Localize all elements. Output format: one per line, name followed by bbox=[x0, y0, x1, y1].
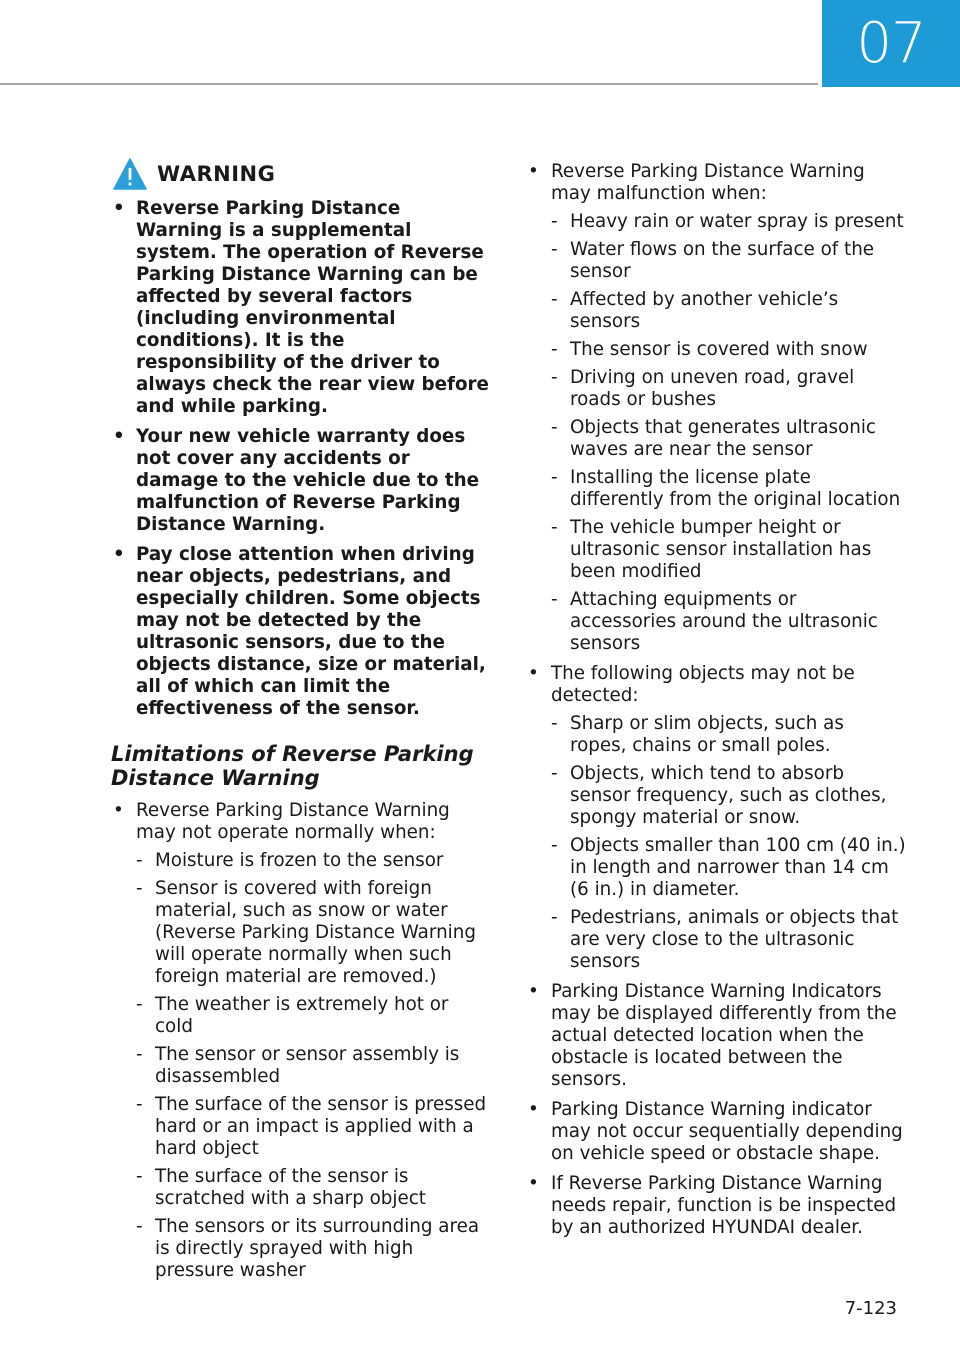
sub-item: - The sensors or its surrounding area is directly sprayed with high pressure washer bbox=[136, 1216, 480, 1281]
list-item: • If Reverse Parking Distance Warning needs repair, function is be inspected by an authorized HYUNDAI dealer. bbox=[528, 1173, 897, 1238]
left-column bbox=[111, 158, 491, 1290]
bullet-icon: • bbox=[528, 161, 539, 182]
sub-item: - The surface of the sensor is scratched with a sharp object bbox=[136, 1166, 426, 1209]
bullet-icon: • bbox=[528, 981, 539, 1002]
warning-item: • Pay close attention when driving near objects, pedestrians, and especially children. Some objects may not be detected by the ultrasonic sensors, due to the objects distance, size or material, all of which can limit the effectiveness of the sensor. bbox=[113, 544, 486, 719]
sub-item: - Installing the license plate differently from the original location bbox=[551, 467, 901, 510]
sub-list bbox=[551, 211, 906, 655]
sub-list bbox=[551, 713, 906, 973]
list-item: • Parking Distance Warning Indicators may be displayed differently from the actual detected location when the obstacle is located between the sensors. bbox=[528, 981, 897, 1090]
sub-item: - Objects smaller than 100 cm (40 in.) in length and narrower than 14 cm (6 in.) in diameter. bbox=[551, 835, 906, 900]
warning-list bbox=[111, 198, 491, 720]
warning-header bbox=[113, 158, 491, 190]
sub-item: - Objects, which tend to absorb sensor frequency, such as clothes, spongy material or snow. bbox=[551, 763, 887, 828]
sub-item: - Affected by another vehicle’s sensors bbox=[551, 289, 839, 332]
chapter-number: 07 bbox=[856, 11, 926, 76]
bullet-icon: • bbox=[528, 1099, 539, 1120]
limitations-list-right bbox=[526, 161, 906, 1239]
sub-item: - Water flows on the surface of the sensor bbox=[551, 239, 875, 282]
bullet-icon: • bbox=[113, 198, 125, 219]
limitations-list-left bbox=[111, 800, 491, 1282]
bullet-icon: • bbox=[113, 544, 125, 565]
sub-item: - The sensor or sensor assembly is disassembled bbox=[136, 1044, 460, 1087]
sub-item: - Moisture is frozen to the sensor bbox=[136, 850, 444, 871]
sub-item: - Sensor is covered with foreign material, such as snow or water (Reverse Parking Distance Warning will operate normally when such foreign material are removed.) bbox=[136, 878, 476, 987]
sub-item: - Attaching equipments or accessories around the ultrasonic sensors bbox=[551, 589, 878, 654]
sub-item: - The weather is extremely hot or cold bbox=[136, 994, 449, 1037]
bullet-icon: • bbox=[528, 1173, 539, 1194]
warning-item: • Your new vehicle warranty does not cover any accidents or damage to the vehicle due to the malfunction of Reverse Parking Distance Warning. bbox=[113, 426, 479, 535]
sub-item: - Pedestrians, animals or objects that are very close to the ultrasonic sensors bbox=[551, 907, 899, 972]
list-item: • Reverse Parking Distance Warning may not operate normally when: - Moisture is frozen to the sensor - Sensor is covered with foreign material, such as snow or water (Reverse Parking Distance Warning will operate normally when such foreign material are removed.) - The weather is extremely hot or cold - The sensor or sensor assembly is disassembled - The surface of the sensor is pressed hard or an impact is applied with a hard object - The surface of the sensor is scratched with a sharp object - The sensors or its surrounding area is directly sprayed with high pressure washer bbox=[111, 800, 491, 1282]
warning-title: WARNING bbox=[157, 162, 276, 186]
sub-list bbox=[136, 850, 491, 1282]
section-title: Limitations of Reverse Parking Distance Warning bbox=[111, 742, 474, 790]
warning-item: • Reverse Parking Distance Warning is a supplemental system. The operation of Reverse Parking Distance Warning can be affected by several factors (including environmental conditions). It is the responsibility of the driver to always check the rear view before and while parking. bbox=[113, 198, 489, 417]
sub-item: - Sharp or slim objects, such as ropes, chains or small poles. bbox=[551, 713, 844, 756]
sub-item: - Objects that generates ultrasonic waves are near the sensor bbox=[551, 417, 876, 460]
list-item: • Reverse Parking Distance Warning may malfunction when: - Heavy rain or water spray is present - Water flows on the surface of the sensor - Affected by another vehicle’s sensors - The sensor is covered with snow - Driving on uneven road, gravel roads or bushes - Objects that generates ultrasonic waves are near the sensor - Installing the license plate differently from the original location - The vehicle bumper height or ultrasonic sensor installation has been modified - Attaching equipments or accessories around the ultrasonic sensors bbox=[526, 161, 906, 655]
chapter-tab bbox=[822, 0, 960, 87]
sub-item: - The surface of the sensor is pressed hard or an impact is applied with a hard object bbox=[136, 1094, 487, 1159]
right-column bbox=[526, 161, 906, 1247]
bullet-icon: • bbox=[528, 663, 539, 684]
list-item: • Parking Distance Warning indicator may not occur sequentially depending on vehicle speed or obstacle shape. bbox=[528, 1099, 903, 1164]
sub-item: - The vehicle bumper height or ultrasonic sensor installation has been modified bbox=[551, 517, 872, 582]
sub-item: - The sensor is covered with snow bbox=[551, 339, 868, 360]
list-item: • The following objects may not be detected: - Sharp or slim objects, such as ropes, chains or small poles. - Objects, which tend to absorb sensor frequency, such as clothes, spongy material or snow. - Objects smaller than 100 cm (40 in.) in length and narrower than 14 cm (6 in.) in diameter. - Pedestrians, animals or objects that are very close to the ultrasonic sensors bbox=[528, 663, 906, 972]
bullet-icon: • bbox=[113, 800, 124, 821]
bullet-icon: • bbox=[113, 426, 125, 447]
sub-item: - Driving on uneven road, gravel roads or bushes bbox=[551, 367, 855, 410]
sub-item: - Heavy rain or water spray is present bbox=[551, 211, 904, 232]
header-rule bbox=[0, 83, 818, 85]
warning-triangle-icon bbox=[113, 158, 147, 190]
page-number: 7-123 bbox=[844, 1298, 897, 1319]
